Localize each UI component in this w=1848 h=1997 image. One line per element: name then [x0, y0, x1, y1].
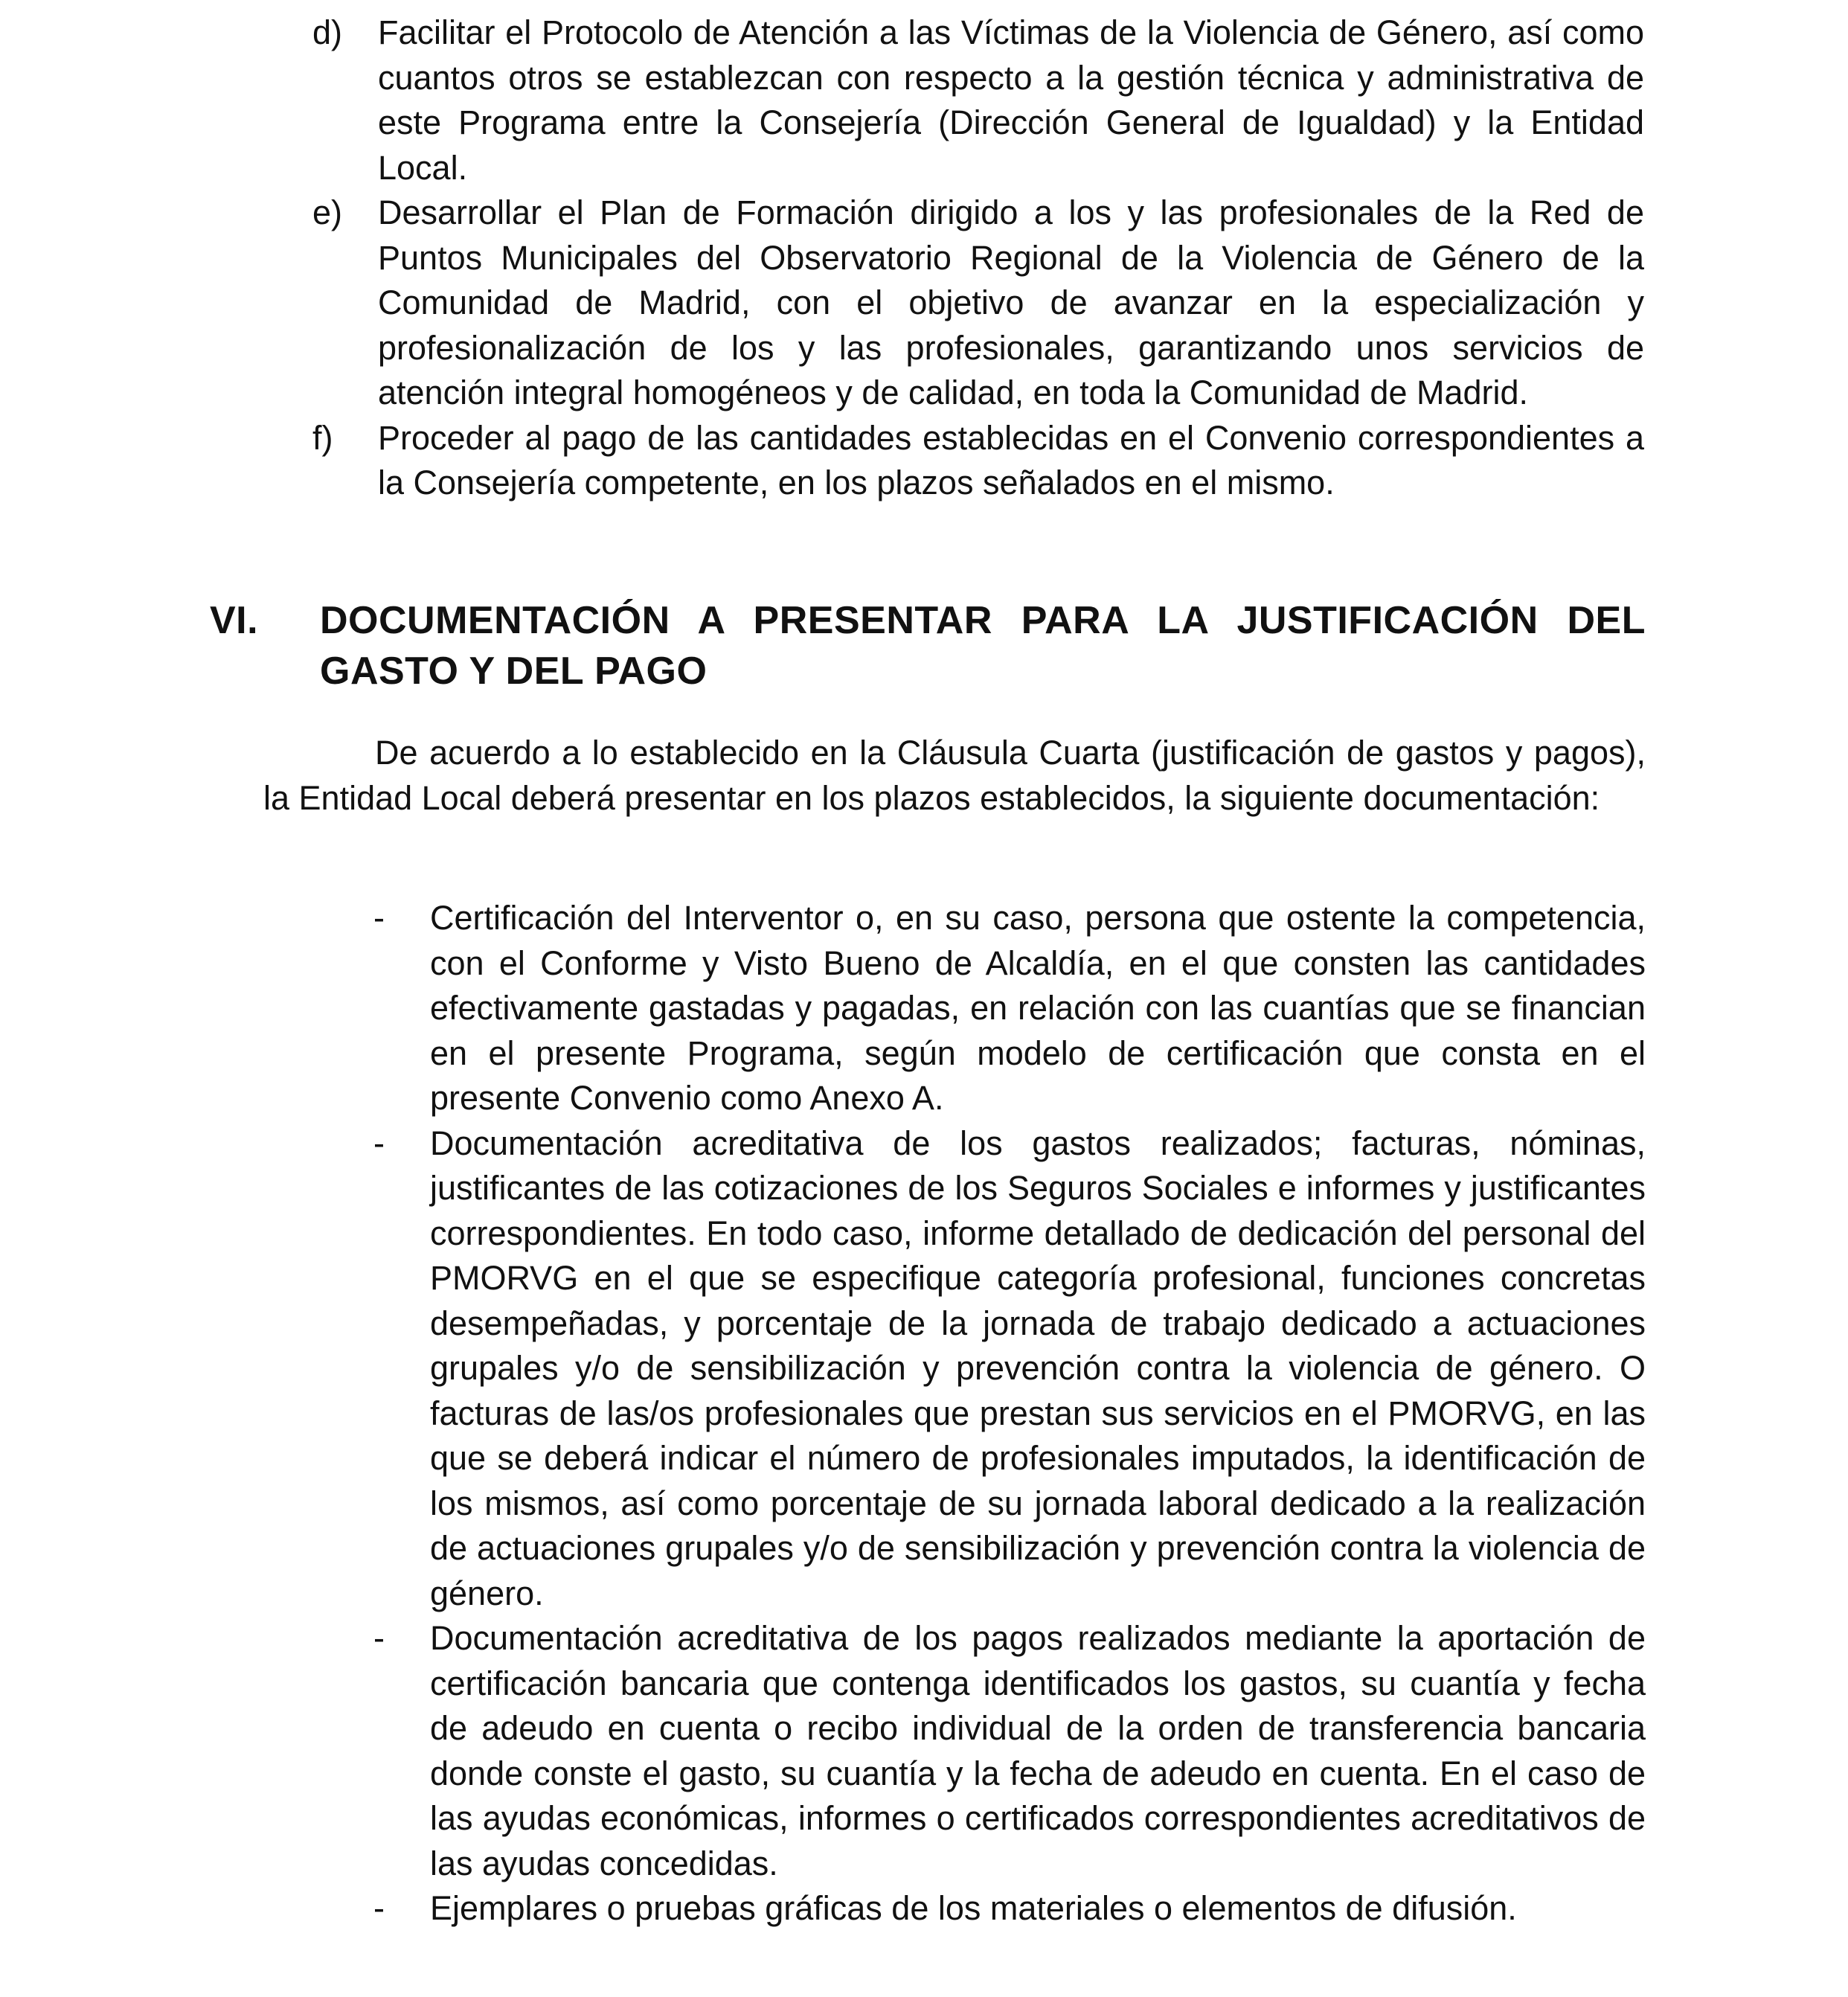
list-marker: d) [312, 13, 343, 51]
list-item [312, 10, 1644, 190]
list-item-text: Facilitar el Protocolo de Atención a las Víctimas de la Violencia de Género, así como cuantos otros se establezcan con respecto a la gestión técnica y administrativa de este Programa entre la Consejería (Dirección General de Igualdad) y la Entidad Local. [378, 13, 1644, 187]
list-item [370, 1121, 1646, 1617]
section-title: DOCUMENTACIÓN A PRESENTAR PARA LA JUSTIFICACIÓN DEL GASTO Y DEL PAGO [320, 599, 1646, 693]
list-marker: - [373, 1889, 385, 1927]
list-item [370, 1886, 1646, 1932]
list-item-text: Desarrollar el Plan de Formación dirigido a los y las profesionales de la Red de Puntos Municipales del Observatorio Regional de la Violencia de Género de la Comunidad de Madrid, con el objetivo de avanzar en la especialización y profesionalización de los y las profesionales, garantizando unos servicios de atención integral homogéneos y de calidad, en toda la Comunidad de Madrid. [378, 193, 1644, 411]
lettered-list [312, 10, 1644, 506]
list-item-text: Documentación acreditativa de los pagos realizados mediante la aportación de certificación bancaria que contenga identificados los gastos, su cuantía y fecha de adeudo en cuenta o recibo individual de la orden de transferencia bancaria donde conste el gasto, su cuantía y la fecha de adeudo en cuenta. En el caso de las ayudas económicas, informes o certificados correspondientes acreditativos de las ayudas concedidas. [430, 1619, 1646, 1882]
list-marker: - [373, 1619, 385, 1657]
dashed-list [370, 896, 1646, 1932]
list-item-text: Proceder al pago de las cantidades establecidas en el Convenio correspondientes a la Consejería competente, en los plazos señalados en el mismo. [378, 418, 1644, 501]
list-item-text: Documentación acreditativa de los gastos realizados; facturas, nóminas, justificantes de las cotizaciones de los Seguros Sociales e informes y justificantes correspondientes. En todo caso, informe detallado de dedicación del personal del PMORVG en el que se especifique categoría profesional, funciones concretas desempeñadas, y porcentaje de la jornada de trabajo dedicado a actuaciones grupales y/o de sensibilización y prevención contra la violencia de género. O facturas de las/os profesionales que prestan sus servicios en el PMORVG, en las que se deberá indicar el número de profesionales imputados, la identificación de los mismos, así como porcentaje de su jornada laboral dedicado a la realización de actuaciones grupales y/o de sensibilización y prevención contra la violencia de género. [430, 1123, 1646, 1612]
list-marker: - [373, 1123, 385, 1162]
list-item-text: Certificación del Interventor o, en su caso, persona que ostente la competencia, con el Conforme y Visto Bueno de Alcaldía, en el que consten las cantidades efectivamente gastadas y pagadas, en relación con las cuantías que se financian en el presente Programa, según modelo de certificación que consta en el presente Convenio como Anexo A. [430, 899, 1646, 1117]
list-item [370, 1616, 1646, 1886]
list-item-text: Ejemplares o pruebas gráficas de los materiales o elementos de difusión. [430, 1889, 1517, 1927]
intro-paragraph: De acuerdo a lo establecido en la Cláusula Cuarta (justificación de gastos y pagos), la Entidad Local deberá presentar en los plazos establecidos, la siguiente documentación: [263, 734, 1646, 817]
list-marker: e) [312, 193, 343, 231]
list-marker: f) [312, 418, 333, 457]
list-item [370, 896, 1646, 1121]
list-item [312, 416, 1644, 506]
section-heading [210, 595, 1646, 696]
list-item [312, 190, 1644, 416]
list-marker: - [373, 899, 385, 937]
section-number: VI. [210, 599, 259, 642]
